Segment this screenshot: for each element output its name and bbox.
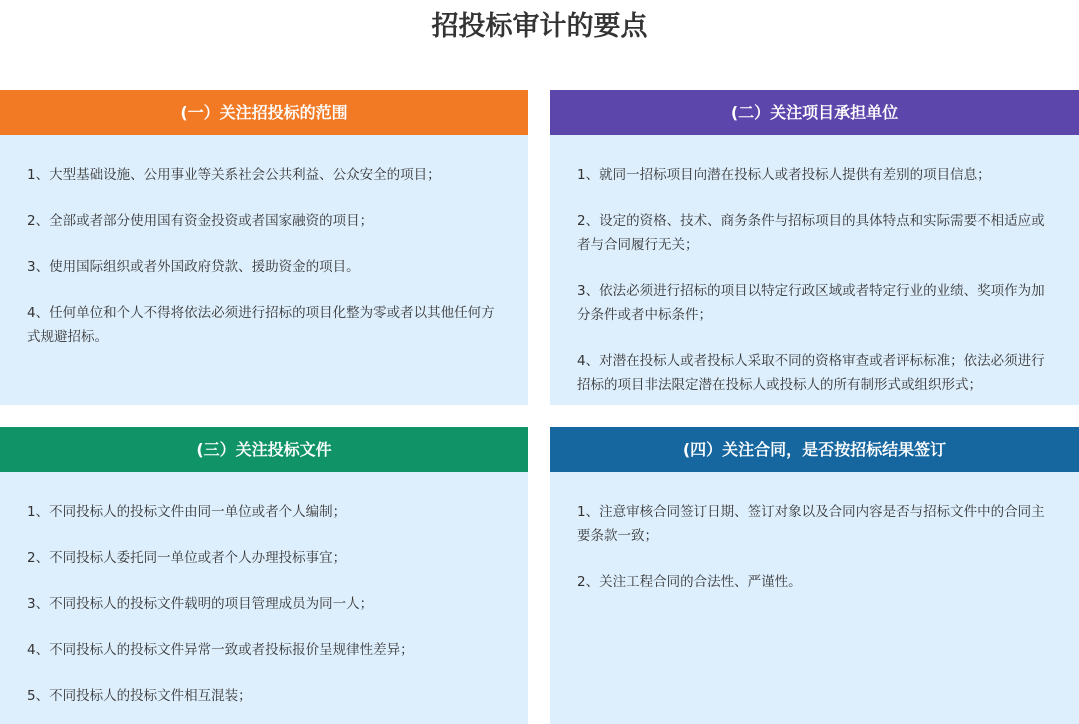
card-header: (四）关注合同，是否按招标结果签订 (550, 427, 1079, 472)
list-item: 1、就同一招标项目向潜在投标人或者投标人提供有差别的项目信息； (577, 167, 991, 183)
card-body (550, 472, 1079, 594)
list-item: 1、不同投标人的投标文件由同一单位或者个人编制； (27, 504, 347, 520)
page-title: 招投标审计的要点 (431, 11, 648, 42)
card-bidding-scope (0, 90, 528, 405)
list-item: 4、任何单位和个人不得将依法必须进行招标的项目化整为零或者以其他任何方式规避招标。 (27, 305, 495, 345)
list-item: 2、全部或者部分使用国有资金投资或者国家融资的项目； (27, 213, 374, 229)
card-body (0, 472, 528, 708)
card-body (0, 135, 528, 349)
list-item: 3、不同投标人的投标文件载明的项目管理成员为同一人； (27, 596, 374, 612)
card-bid-documents (0, 427, 528, 724)
card-body (550, 135, 1079, 397)
list-item: 1、注意审核合同签订日期、签订对象以及合同内容是否与招标文件中的合同主要条款一致； (577, 504, 1045, 544)
card-header: (二）关注项目承担单位 (550, 90, 1079, 135)
list-item: 5、不同投标人的投标文件相互混装； (27, 688, 252, 704)
list-item: 4、不同投标人的投标文件异常一致或者投标报价呈规律性差异； (27, 642, 414, 658)
list-item: 3、依法必须进行招标的项目以特定行政区域或者特定行业的业绩、奖项作为加分条件或者中标条件； (577, 283, 1045, 323)
card-header: (一）关注招投标的范围 (0, 90, 528, 135)
list-item: 1、大型基础设施、公用事业等关系社会公共利益、公众安全的项目； (27, 167, 441, 183)
card-project-unit (550, 90, 1079, 405)
list-item: 2、设定的资格、技术、商务条件与招标项目的具体特点和实际需要不相适应或者与合同履行无关； (577, 213, 1045, 253)
card-contract (550, 427, 1079, 724)
card-header: (三）关注投标文件 (0, 427, 528, 472)
list-item: 4、对潜在投标人或者投标人采取不同的资格审查或者评标标准；依法必须进行招标的项目非法限定潜在投标人或投标人的所有制形式或组织形式； (577, 353, 1045, 393)
list-item: 2、关注工程合同的合法性、严谨性。 (577, 574, 802, 590)
list-item: 2、不同投标人委托同一单位或者个人办理投标事宜； (27, 550, 347, 566)
list-item: 3、使用国际组织或者外国政府贷款、援助资金的项目。 (27, 259, 360, 275)
